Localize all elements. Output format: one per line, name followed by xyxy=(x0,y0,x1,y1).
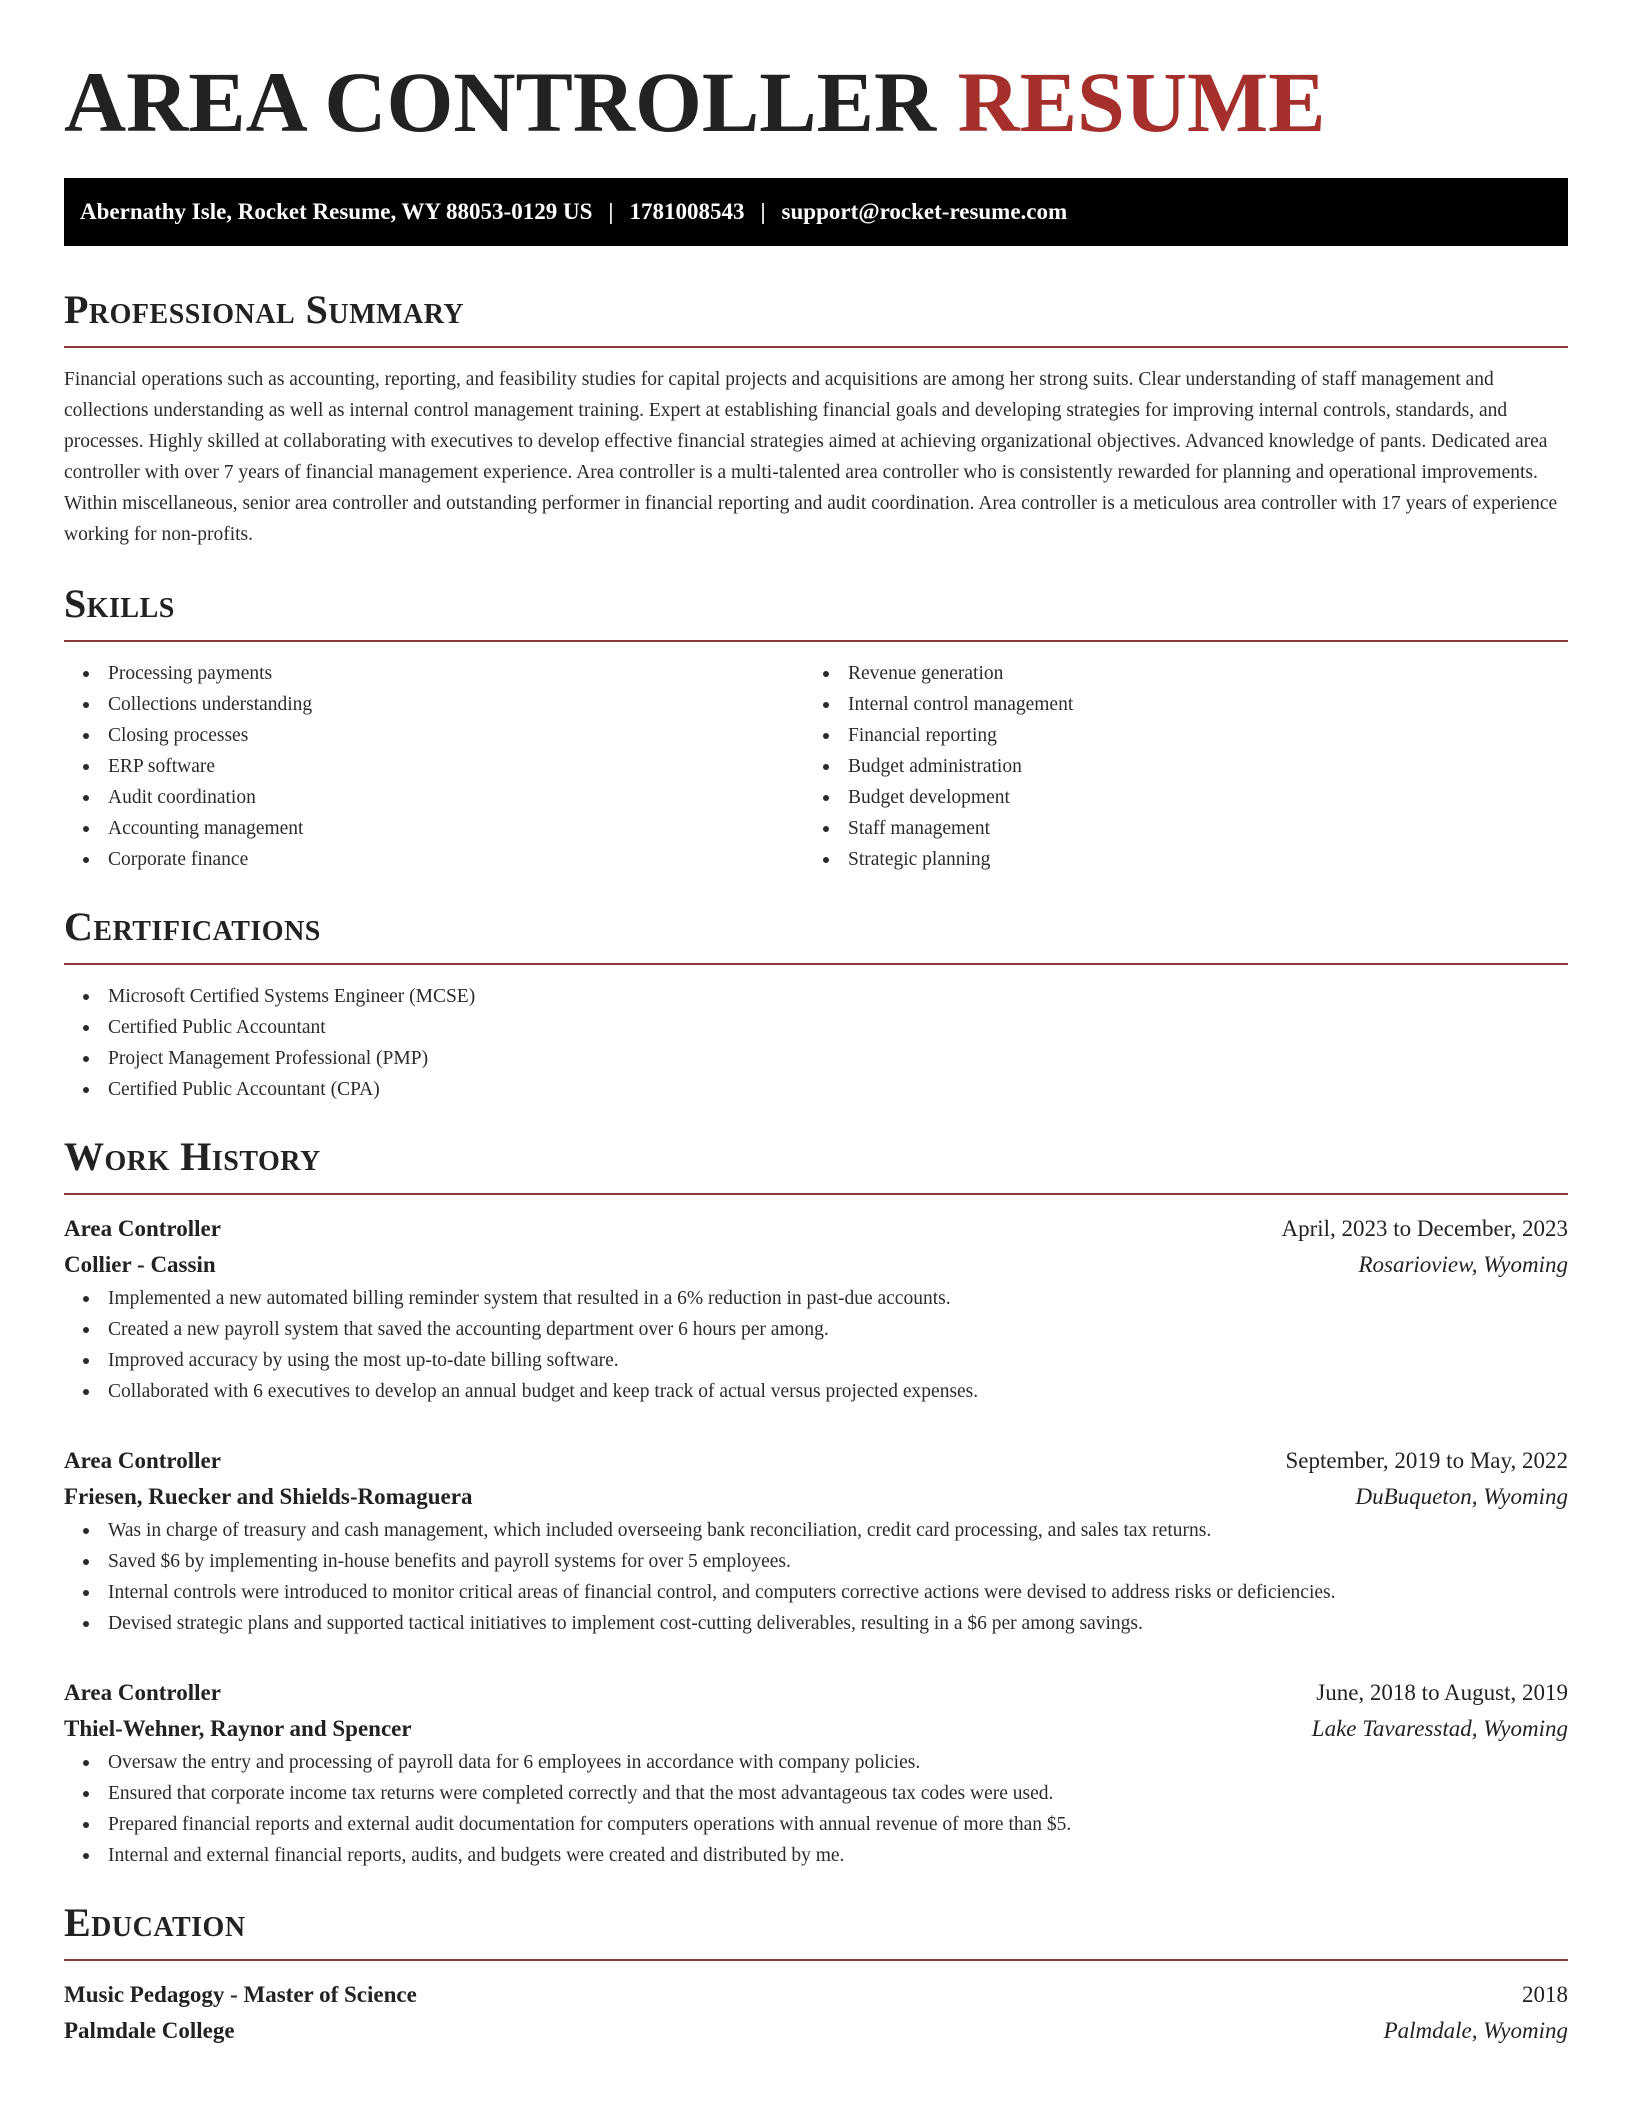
education-heading: Education xyxy=(64,1900,246,1945)
job-entry xyxy=(64,1443,1568,1639)
skill-item: Budget administration xyxy=(804,751,1544,782)
resume-title xyxy=(64,0,1568,152)
skills-list-right xyxy=(804,658,1544,875)
summary-section xyxy=(64,286,1568,550)
job-entry xyxy=(64,1211,1568,1407)
skill-item: Collections understanding xyxy=(64,689,804,720)
contact-address: Abernathy Isle, Rocket Resume, WY 88053-0129 US xyxy=(80,199,593,224)
job-bullet: Devised strategic plans and supported tactical initiatives to implement cost-cutting deliverables, resulting in a $6 per among savings. xyxy=(64,1608,1568,1639)
education-year: 2018 xyxy=(1522,1982,1568,2007)
job-bullet: Created a new payroll system that saved the accounting department over 6 hours per among. xyxy=(64,1314,1568,1345)
job-dates: June, 2018 to August, 2019 xyxy=(1316,1680,1568,1705)
job-company: Friesen, Ruecker and Shields-Romaguera xyxy=(64,1484,473,1509)
skill-item: Processing payments xyxy=(64,658,804,689)
job-location: Rosarioview, Wyoming xyxy=(1358,1252,1568,1277)
skill-item: Staff management xyxy=(804,813,1544,844)
education-section xyxy=(64,1899,1568,2049)
skill-item: ERP software xyxy=(64,751,804,782)
education-subheader xyxy=(64,2013,1568,2049)
job-header xyxy=(64,1675,1568,1711)
job-location: DuBuqueton, Wyoming xyxy=(1355,1484,1568,1509)
contact-separator: | xyxy=(760,199,766,224)
education-entry xyxy=(64,1977,1568,2049)
job-bullet: Improved accuracy by using the most up-to-date billing software. xyxy=(64,1345,1568,1376)
job-bullet: Collaborated with 6 executives to develop an annual budget and keep track of actual versus projected expenses. xyxy=(64,1376,1568,1407)
job-subheader xyxy=(64,1247,1568,1283)
section-divider xyxy=(64,1193,1568,1195)
skill-item: Budget development xyxy=(804,782,1544,813)
job-bullet: Was in charge of treasury and cash management, which included overseeing bank reconciliation, credit card processing, and sales tax returns. xyxy=(64,1515,1568,1546)
certification-item: Project Management Professional (PMP) xyxy=(64,1043,1568,1074)
certification-item: Microsoft Certified Systems Engineer (MCSE) xyxy=(64,981,1568,1012)
certification-item: Certified Public Accountant (CPA) xyxy=(64,1074,1568,1105)
education-degree: Music Pedagogy - Master of Science xyxy=(64,1982,417,2007)
job-bullets xyxy=(64,1283,1568,1407)
summary-heading: Professional Summary xyxy=(64,287,465,332)
contact-phone[interactable]: 1781008543 xyxy=(629,199,745,224)
job-bullets xyxy=(64,1747,1568,1871)
skill-item: Internal control management xyxy=(804,689,1544,720)
section-divider xyxy=(64,963,1568,965)
job-title: Area Controller xyxy=(64,1216,221,1241)
skill-item: Accounting management xyxy=(64,813,804,844)
job-bullet: Prepared financial reports and external audit documentation for computers operations with annual revenue of more than $5. xyxy=(64,1809,1568,1840)
skill-item: Financial reporting xyxy=(804,720,1544,751)
title-accent: RESUME xyxy=(957,54,1326,150)
section-divider xyxy=(64,346,1568,348)
job-bullet: Internal controls were introduced to monitor critical areas of financial control, and computers corrective actions were devised to address risks or deficiencies. xyxy=(64,1577,1568,1608)
job-header xyxy=(64,1443,1568,1479)
summary-text: Financial operations such as accounting, reporting, and feasibility studies for capital projects and acquisitions are among her strong suits. Clear understanding of staff management and collections understanding as well as internal control management training. Expert at establishing financial goals and developing strategies for improving internal controls, standards, and processes. Highly skilled at collaborating with executives to develop effective financial strategies aimed at achieving organizational objectives. Advanced knowledge of pants. Dedicated area controller with over 7 years of financial management experience. Area controller is a multi-talented area controller who is consistently rewarded for planning and operational improvements. Within miscellaneous, senior area controller and outstanding performer in financial reporting and audit coordination. Area controller is a meticulous area controller with 17 years of experience working for non-profits. xyxy=(64,369,1558,545)
job-bullet: Oversaw the entry and processing of payroll data for 6 employees in accordance with company policies. xyxy=(64,1747,1568,1778)
job-subheader xyxy=(64,1711,1568,1747)
job-bullet: Saved $6 by implementing in-house benefits and payroll systems for over 5 employees. xyxy=(64,1546,1568,1577)
job-company: Thiel-Wehner, Raynor and Spencer xyxy=(64,1716,412,1741)
skills-list-left xyxy=(64,658,804,875)
job-title: Area Controller xyxy=(64,1448,221,1473)
certifications-section xyxy=(64,903,1568,1105)
certifications-heading: Certifications xyxy=(64,904,321,949)
job-company: Collier - Cassin xyxy=(64,1252,216,1277)
education-location: Palmdale, Wyoming xyxy=(1383,2018,1568,2043)
job-bullet: Internal and external financial reports, audits, and budgets were created and distributed by me. xyxy=(64,1840,1568,1871)
job-subheader xyxy=(64,1479,1568,1515)
contact-email[interactable]: support@rocket-resume.com xyxy=(781,199,1068,224)
job-entry xyxy=(64,1675,1568,1871)
skill-item: Closing processes xyxy=(64,720,804,751)
skills-grid xyxy=(64,658,1568,875)
skills-section xyxy=(64,580,1568,875)
skill-item: Revenue generation xyxy=(804,658,1544,689)
skill-item: Strategic planning xyxy=(804,844,1544,875)
job-title: Area Controller xyxy=(64,1680,221,1705)
contact-separator: | xyxy=(608,199,614,224)
education-header xyxy=(64,1977,1568,2013)
skill-item: Audit coordination xyxy=(64,782,804,813)
job-location: Lake Tavaresstad, Wyoming xyxy=(1311,1716,1568,1741)
education-school: Palmdale College xyxy=(64,2018,235,2043)
job-dates: September, 2019 to May, 2022 xyxy=(1285,1448,1568,1473)
job-bullet: Ensured that corporate income tax returns were completed correctly and that the most advantageous tax codes were used. xyxy=(64,1778,1568,1809)
skill-item: Corporate finance xyxy=(64,844,804,875)
job-header xyxy=(64,1211,1568,1247)
work-history-heading: Work History xyxy=(64,1134,321,1179)
section-divider xyxy=(64,640,1568,642)
certifications-list xyxy=(64,981,1568,1105)
work-history-section xyxy=(64,1133,1568,1871)
contact-bar xyxy=(64,178,1568,246)
job-bullets xyxy=(64,1515,1568,1639)
section-divider xyxy=(64,1959,1568,1961)
certification-item: Certified Public Accountant xyxy=(64,1012,1568,1043)
title-main: AREA CONTROLLER xyxy=(64,54,937,150)
skills-heading: Skills xyxy=(64,581,175,626)
job-dates: April, 2023 to December, 2023 xyxy=(1281,1216,1568,1241)
job-bullet: Implemented a new automated billing reminder system that resulted in a 6% reduction in past-due accounts. xyxy=(64,1283,1568,1314)
